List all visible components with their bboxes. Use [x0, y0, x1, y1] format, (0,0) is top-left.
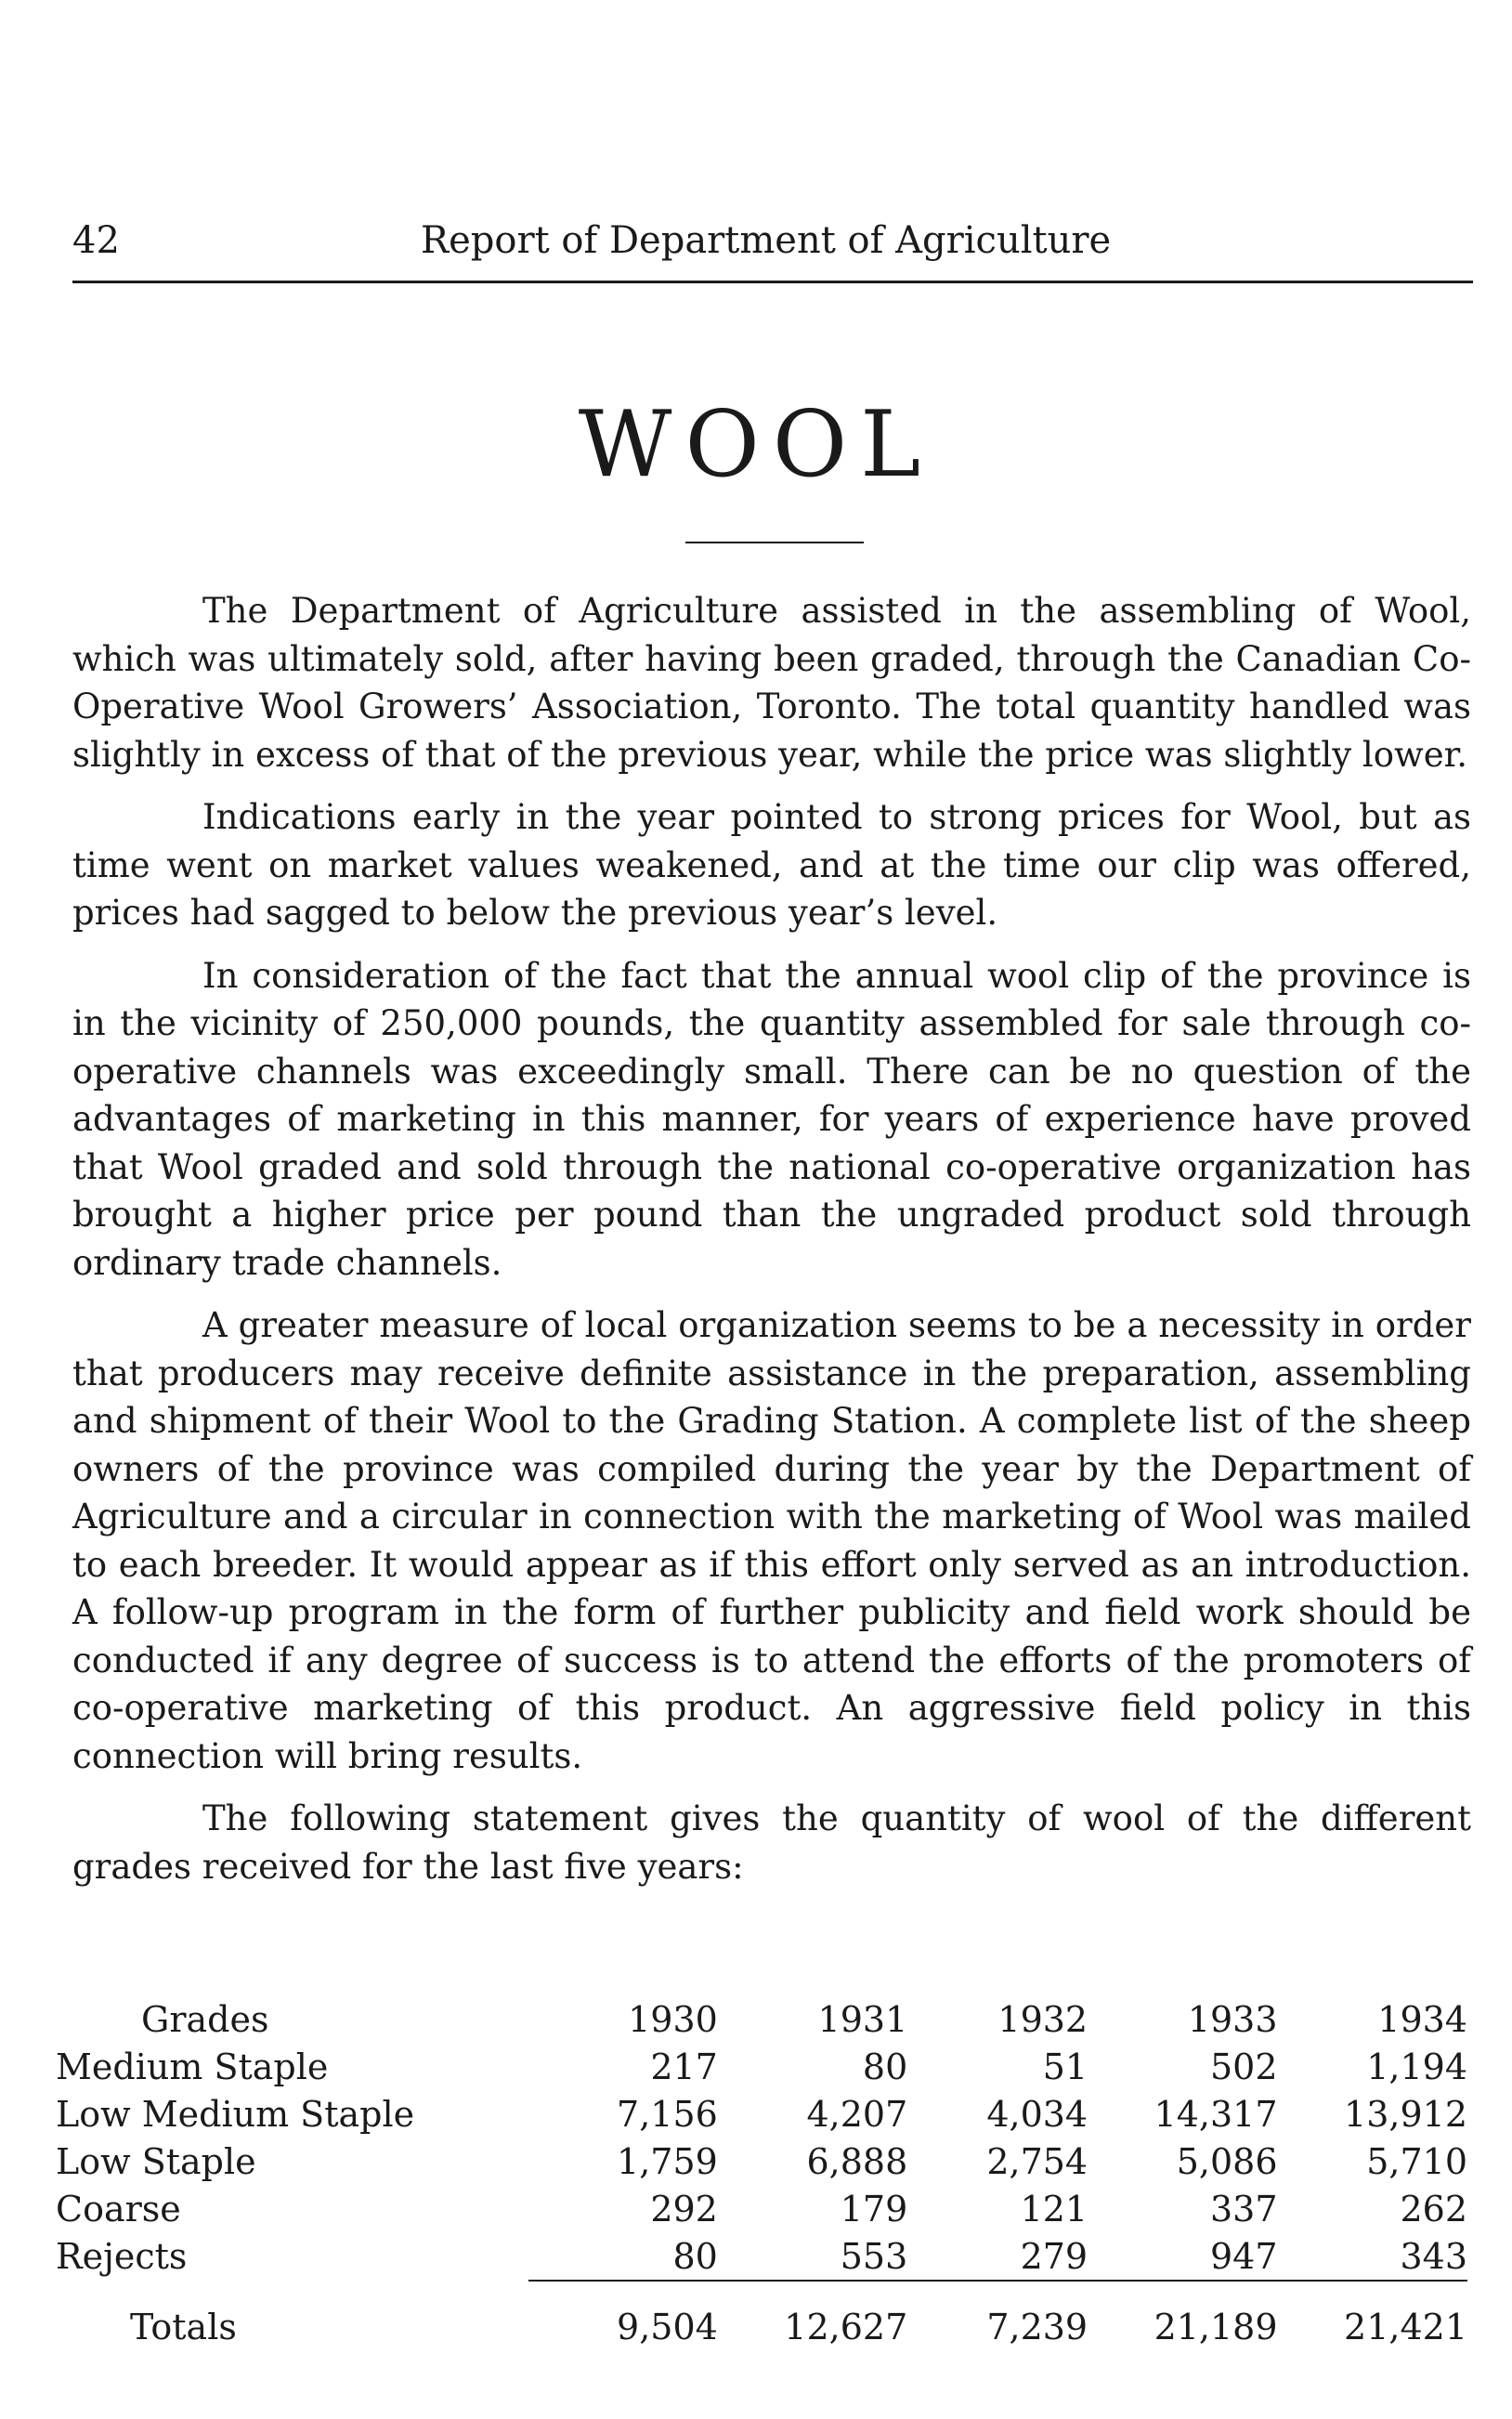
value-cell: 7,156 [617, 2093, 718, 2135]
paragraph: A greater measure of local organization seems to be a necessity in order that producers may receive definite assistance in the preparation, assembling and shipment of their Wool to the Grading Station. A complete list of the sheep owners of the province was compiled during the year by the Department of Agriculture and a circular in connection with the marketing of Wool was mailed to each breeder. It would appear as if this effort only served as an introduction. A follow-up program in the form of further publicity and field work should be conducted if any degree of success is to attend the efforts of the promoters of co-operative marketing of this product. An aggressive field policy in this connection will bring results. [72, 1305, 1471, 1776]
totals-row [56, 2291, 1467, 2356]
value-cell: 337 [1210, 2188, 1278, 2229]
title-rule [685, 542, 864, 543]
value-cell: 4,207 [806, 2093, 908, 2135]
value-cell: 80 [672, 2235, 718, 2277]
body-text [72, 587, 1471, 1905]
paragraph: In consideration of the fact that the annual wool clip of the province is in the vicinity of 250,000 pounds, the quantity assembled for sale through co-operative channels was exceedingly small. There can be no question of the advantages of marketing in this manner, for years of experience have proved that Wool graded and sold through the national co-operative organization has brought a higher price per pound than the ungraded product sold through ordinary trade channels. [72, 955, 1471, 1283]
column-header: Grades [141, 1998, 269, 2040]
value-cell: 1,194 [1366, 2046, 1467, 2087]
rule-spacer [56, 2281, 528, 2291]
value-cell: 121 [1020, 2188, 1088, 2229]
table-row [56, 2043, 1467, 2090]
value-cell: 51 [1042, 2046, 1088, 2087]
value-cell: 4,034 [986, 2093, 1088, 2135]
column-header: 1934 [1377, 1998, 1467, 2040]
header-rule [72, 281, 1473, 283]
running-header [72, 219, 1473, 275]
value-cell: 262 [1400, 2188, 1467, 2229]
paragraph: The following statement gives the quantity of wool of the different grades received for the last five years: [72, 1798, 1471, 1887]
table-row [56, 2090, 1467, 2138]
totals-rule-row [56, 2281, 1467, 2291]
total-cell: 9,504 [617, 2307, 718, 2347]
grade-cell: Medium Staple [56, 2046, 329, 2087]
value-cell: 6,888 [806, 2140, 908, 2182]
column-header: 1932 [997, 1998, 1088, 2040]
grade-cell: Low Medium Staple [56, 2093, 415, 2135]
column-header: 1931 [817, 1998, 908, 2040]
totals-label: Totals [130, 2307, 237, 2347]
value-cell: 5,086 [1176, 2140, 1278, 2182]
value-cell: 2,754 [986, 2140, 1088, 2182]
column-header: 1930 [628, 1998, 718, 2040]
page-number: 42 [72, 219, 120, 262]
value-cell: 553 [840, 2235, 908, 2277]
total-cell: 12,627 [784, 2307, 908, 2347]
value-cell: 13,912 [1344, 2093, 1467, 2135]
grade-cell: Low Staple [56, 2140, 256, 2182]
value-cell: 80 [862, 2046, 908, 2087]
section-title: WOOL [578, 392, 934, 498]
grade-cell: Coarse [56, 2188, 181, 2229]
column-header: 1933 [1187, 1998, 1278, 2040]
paragraph: Indications early in the year pointed to strong prices for Wool, but as time went on market values weakened, and at the time our clip was offered, prices had sagged to below the previous year’s level. [72, 797, 1471, 933]
value-cell: 279 [1020, 2235, 1088, 2277]
value-cell: 5,710 [1366, 2140, 1467, 2182]
wool-grades-table [56, 1995, 1467, 2356]
table-row [56, 2232, 1467, 2281]
grade-cell: Rejects [56, 2236, 188, 2277]
table-row [56, 2185, 1467, 2232]
total-cell: 21,421 [1344, 2307, 1467, 2347]
value-cell: 14,317 [1154, 2093, 1278, 2135]
total-cell: 7,239 [986, 2307, 1088, 2347]
total-cell: 21,189 [1154, 2307, 1278, 2347]
table-header-row [56, 1995, 1467, 2043]
table-row [56, 2138, 1467, 2185]
running-title: Report of Department of Agriculture [421, 219, 1112, 262]
value-cell: 1,759 [617, 2140, 718, 2182]
value-cell: 292 [650, 2188, 718, 2229]
totals-rule [528, 2281, 1467, 2291]
value-cell: 217 [650, 2046, 718, 2087]
value-cell: 947 [1210, 2235, 1278, 2277]
value-cell: 179 [840, 2188, 908, 2229]
value-cell: 502 [1210, 2046, 1278, 2087]
value-cell: 343 [1400, 2235, 1467, 2277]
paragraph: The Department of Agriculture assisted in the assembling of Wool, which was ultimately sold, after having been graded, through the Canadian Co-Operative Wool Growers’ Association, Toronto. The total quantity handled was slightly in excess of that of the previous year, while the price was slightly lower. [72, 591, 1471, 775]
